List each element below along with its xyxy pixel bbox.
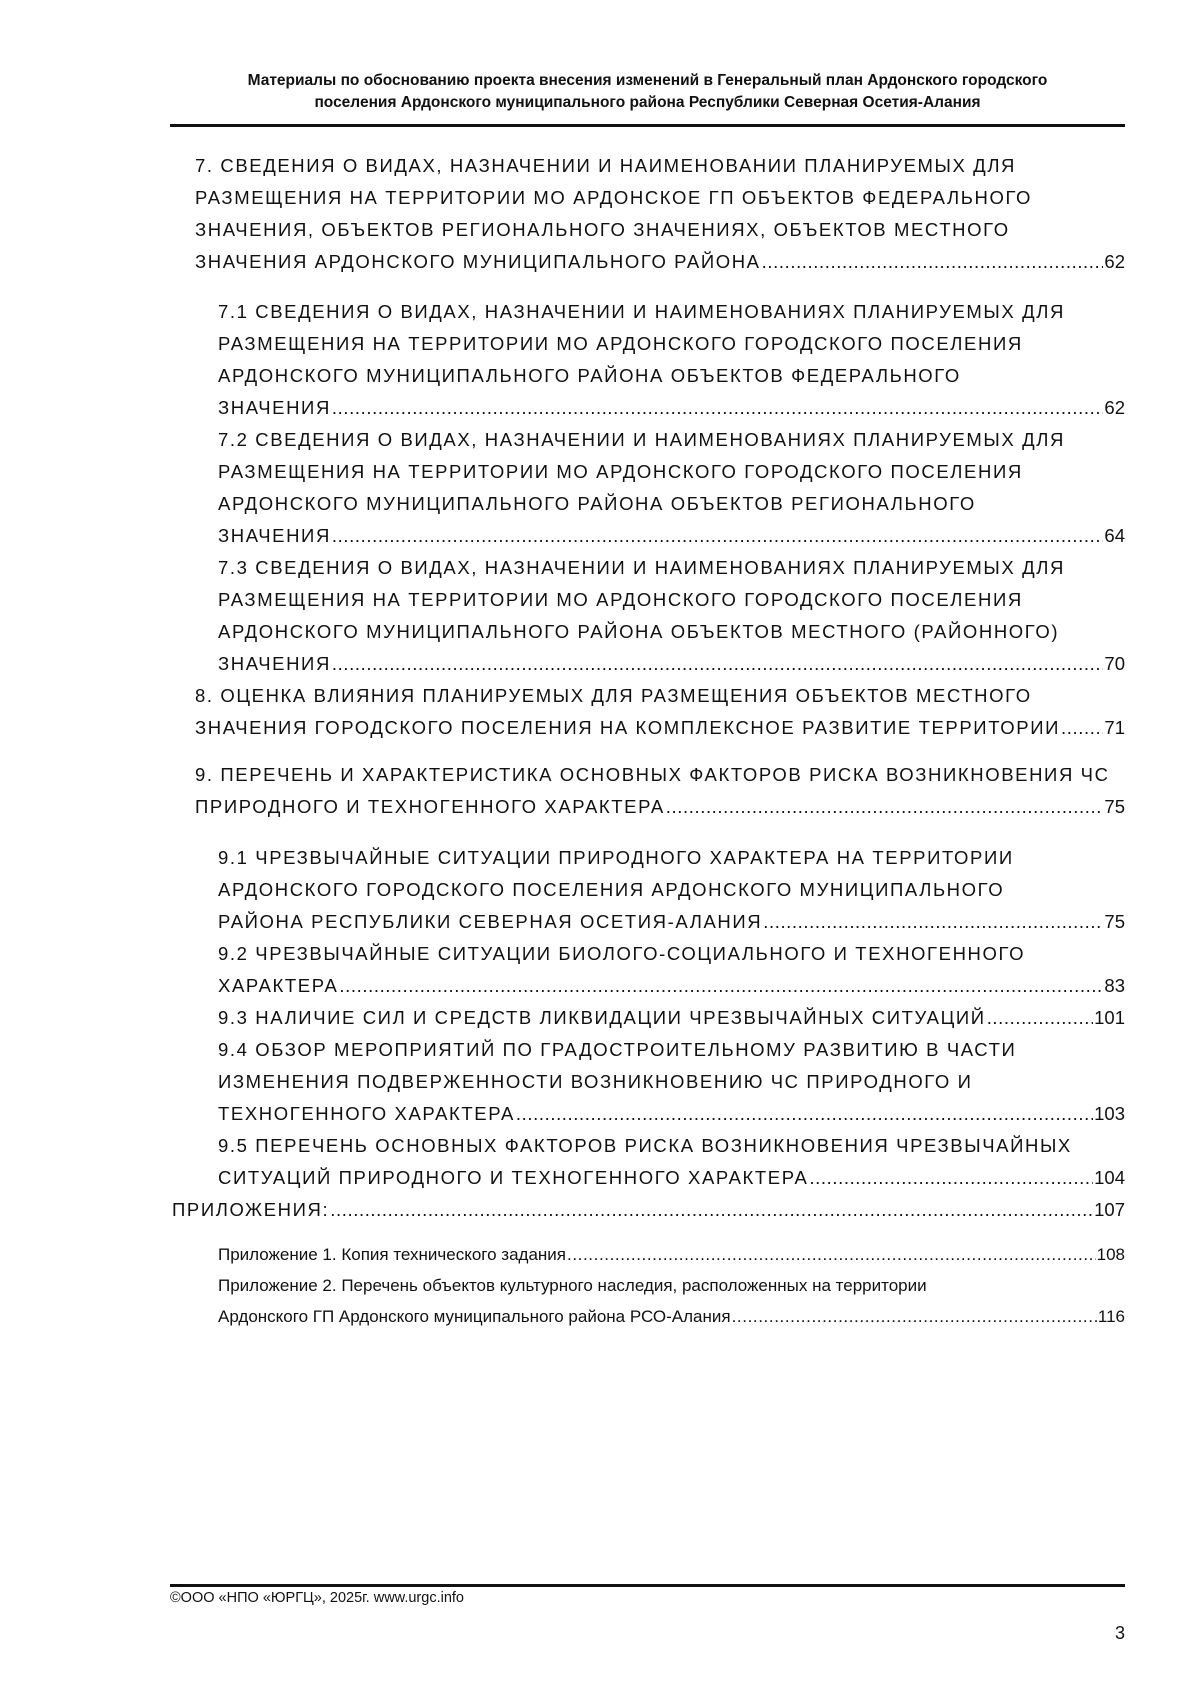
toc-dot-leader [987,1002,1093,1034]
toc-page-number: 103 [1094,1103,1125,1124]
toc-entry-line: 7.1 СВЕДЕНИЯ О ВИДАХ, НАЗНАЧЕНИИ И НАИМЕНОВАНИЯХ ПЛАНИРУЕМЫХ ДЛЯ [218,301,1065,322]
toc-entry-text: ЗНАЧЕНИЯ [218,653,331,674]
toc-dot-leader [1061,712,1103,744]
toc-entry-text: Приложение 1. Копия технического задания [218,1245,566,1264]
toc-entry-last-line [218,906,1125,938]
toc-entry-line: 7. СВЕДЕНИЯ О ВИДАХ, НАЗНАЧЕНИИ И НАИМЕНОВАНИИ ПЛАНИРУЕМЫХ ДЛЯ [195,155,1017,176]
toc-page-number: 75 [1104,796,1125,817]
toc-entry[interactable] [172,1194,1125,1226]
toc-dot-leader [567,1239,1096,1270]
toc-entry-text: ЗНАЧЕНИЯ АРДОНСКОГО МУНИЦИПАЛЬНОГО РАЙОНА [195,251,761,272]
page-number: 3 [1114,1623,1125,1643]
toc-entry-text: ЗНАЧЕНИЯ [218,525,331,546]
toc-entry-line: 9. ПЕРЕЧЕНЬ И ХАРАКТЕРИСТИКА ОСНОВНЫХ ФАКТОРОВ РИСКА ВОЗНИКНОВЕНИЯ ЧС [195,764,1110,785]
toc-entry[interactable] [218,296,1125,424]
toc-entry-text: ЗНАЧЕНИЯ ГОРОДСКОГО ПОСЕЛЕНИЯ НА КОМПЛЕКСНОЕ РАЗВИТИЕ ТЕРРИТОРИИ [195,717,1060,738]
toc-entry-line: 7.2 СВЕДЕНИЯ О ВИДАХ, НАЗНАЧЕНИИ И НАИМЕНОВАНИЯХ ПЛАНИРУЕМЫХ ДЛЯ [218,429,1065,450]
toc-entry-line: АРДОНСКОГО ГОРОДСКОГО ПОСЕЛЕНИЯ АРДОНСКОГО МУНИЦИПАЛЬНОГО [218,879,1005,900]
toc-dot-leader [516,1098,1093,1130]
toc-entry-line: 9.4 ОБЗОР МЕРОПРИЯТИЙ ПО ГРАДОСТРОИТЕЛЬНОМУ РАЗВИТИЮ В ЧАСТИ [218,1039,1017,1060]
toc-dot-leader [339,970,1103,1002]
toc-entry-line: ЗНАЧЕНИЯ, ОБЪЕКТОВ РЕГИОНАЛЬНОГО ЗНАЧЕНИЯХ, ОБЪЕКТОВ МЕСТНОГО [195,219,1010,240]
toc-entry-last-line [218,392,1125,424]
toc-entry-line: РАЗМЕЩЕНИЯ НА ТЕРРИТОРИИ МО АРДОНСКОЕ ГП ОБЪЕКТОВ ФЕДЕРАЛЬНОГО [195,187,1033,208]
toc-entry-last-line [195,712,1125,744]
toc-entry-line: РАЗМЕЩЕНИЯ НА ТЕРРИТОРИИ МО АРДОНСКОГО ГОРОДСКОГО ПОСЕЛЕНИЯ [218,333,1023,354]
toc-entry-last-line [218,1162,1125,1194]
toc-entry-last-line [218,520,1125,552]
toc-entry-line: Приложение 2. Перечень объектов культурного наследия, расположенных на территории [218,1276,927,1295]
toc-entry-last-line [172,1194,1125,1226]
toc-entry-text: Ардонского ГП Ардонского муниципального района РСО-Алания [218,1307,731,1326]
toc-entry-text: ПРИЛОЖЕНИЯ: [172,1199,330,1220]
toc-entry-last-line [218,1002,1125,1034]
toc-entry-line: 9.5 ПЕРЕЧЕНЬ ОСНОВНЫХ ФАКТОРОВ РИСКА ВОЗНИКНОВЕНИЯ ЧРЕЗВЫЧАЙНЫХ [218,1135,1072,1156]
toc-dot-leader [332,392,1104,424]
toc-entry[interactable] [218,552,1125,680]
toc-dot-leader [332,520,1104,552]
toc-entry-line: АРДОНСКОГО МУНИЦИПАЛЬНОГО РАЙОНА ОБЪЕКТОВ ФЕДЕРАЛЬНОГО [218,365,961,386]
document-header [170,70,1125,114]
toc-entry-last-line [195,246,1125,278]
toc-dot-leader [762,246,1104,278]
toc-entry-last-line [218,970,1125,1002]
toc-entry[interactable] [218,1002,1125,1034]
toc-entry[interactable] [195,759,1125,823]
toc-page-number: 64 [1104,525,1125,546]
toc-entry[interactable] [218,938,1125,1002]
toc-dot-leader [666,791,1104,823]
toc-page-number: 101 [1094,1007,1125,1028]
toc-entry-line: АРДОНСКОГО МУНИЦИПАЛЬНОГО РАЙОНА ОБЪЕКТОВ МЕСТНОГО (РАЙОННОГО) [218,621,1060,642]
toc-entry-last-line [218,1239,1125,1270]
toc-dot-leader [763,906,1103,938]
toc-entry-last-line [195,791,1125,823]
toc-entry-text: ХАРАКТЕРА [218,975,339,996]
toc-entry[interactable] [218,1270,1125,1332]
toc-entry[interactable] [218,842,1125,938]
toc-entry-text: СИТУАЦИЙ ПРИРОДНОГО И ТЕХНОГЕННОГО ХАРАКТЕРА [218,1167,809,1188]
toc-entry-line: 9.2 ЧРЕЗВЫЧАЙНЫЕ СИТУАЦИИ БИОЛОГО-СОЦИАЛЬНОГО И ТЕХНОГЕННОГО [218,943,1026,964]
toc-page-number: 116 [1097,1307,1125,1326]
toc-entry[interactable] [195,150,1125,278]
footer-copyright: ©ООО «НПО «ЮРГЦ», 2025г. www.urgc.info [170,1590,464,1606]
toc-entry-text: 9.3 НАЛИЧИЕ СИЛ И СРЕДСТВ ЛИКВИДАЦИИ ЧРЕЗВЫЧАЙНЫХ СИТУАЦИЙ [218,1007,986,1028]
toc-entry[interactable] [218,1034,1125,1130]
toc-page-number: 75 [1104,911,1125,932]
toc-entry[interactable] [195,680,1125,744]
toc-page-number: 62 [1104,397,1125,418]
toc-page-number: 62 [1104,251,1125,272]
toc-entry-line: РАЗМЕЩЕНИЯ НА ТЕРРИТОРИИ МО АРДОНСКОГО ГОРОДСКОГО ПОСЕЛЕНИЯ [218,589,1023,610]
toc-page-number: 104 [1094,1167,1125,1188]
toc-entry-text: ЗНАЧЕНИЯ [218,397,331,418]
toc-entry-text: ТЕХНОГЕННОГО ХАРАКТЕРА [218,1103,515,1124]
toc-page-number: 83 [1104,975,1125,996]
toc-page-number: 71 [1104,717,1125,738]
toc-entry-line: ИЗМЕНЕНИЯ ПОДВЕРЖЕННОСТИ ВОЗНИКНОВЕНИЮ ЧС ПРИРОДНОГО И [218,1071,973,1092]
toc-entry-line: 9.1 ЧРЕЗВЫЧАЙНЫЕ СИТУАЦИИ ПРИРОДНОГО ХАРАКТЕРА НА ТЕРРИТОРИИ [218,847,1014,868]
toc-page-number: 108 [1096,1245,1125,1264]
header-divider [170,124,1125,127]
toc-entry-last-line [218,1098,1125,1130]
toc-entry-text: РАЙОНА РЕСПУБЛИКИ СЕВЕРНАЯ ОСЕТИЯ-АЛАНИЯ [218,911,763,932]
toc-entry-line: 7.3 СВЕДЕНИЯ О ВИДАХ, НАЗНАЧЕНИИ И НАИМЕНОВАНИЯХ ПЛАНИРУЕМЫХ ДЛЯ [218,557,1065,578]
header-line-1: Материалы по обоснованию проекта внесения изменений в Генеральный план Ардонского городского [247,72,1048,89]
header-line-2: поселения Ардонского муниципального района Республики Северная Осетия-Алания [314,94,981,111]
toc-dot-leader [330,1194,1093,1226]
toc-entry-line: РАЗМЕЩЕНИЯ НА ТЕРРИТОРИИ МО АРДОНСКОГО ГОРОДСКОГО ПОСЕЛЕНИЯ [218,461,1023,482]
toc-entry-text: ПРИРОДНОГО И ТЕХНОГЕННОГО ХАРАКТЕРА [195,796,665,817]
toc-entry-last-line [218,1301,1125,1332]
toc-dot-leader [809,1162,1093,1194]
toc-dot-leader [332,648,1104,680]
toc-page-number: 70 [1104,653,1125,674]
toc-entry-line: 8. ОЦЕНКА ВЛИЯНИЯ ПЛАНИРУЕМЫХ ДЛЯ РАЗМЕЩЕНИЯ ОБЪЕКТОВ МЕСТНОГО [195,685,1032,706]
toc-page-number: 107 [1094,1199,1125,1220]
toc-entry-last-line [218,648,1125,680]
toc-entry[interactable] [218,424,1125,552]
toc-dot-leader [732,1301,1097,1332]
toc-entry[interactable] [218,1239,1125,1270]
toc-entry-line: АРДОНСКОГО МУНИЦИПАЛЬНОГО РАЙОНА ОБЪЕКТОВ РЕГИОНАЛЬНОГО [218,493,976,514]
footer-divider [170,1584,1125,1587]
toc-entry[interactable] [218,1130,1125,1194]
